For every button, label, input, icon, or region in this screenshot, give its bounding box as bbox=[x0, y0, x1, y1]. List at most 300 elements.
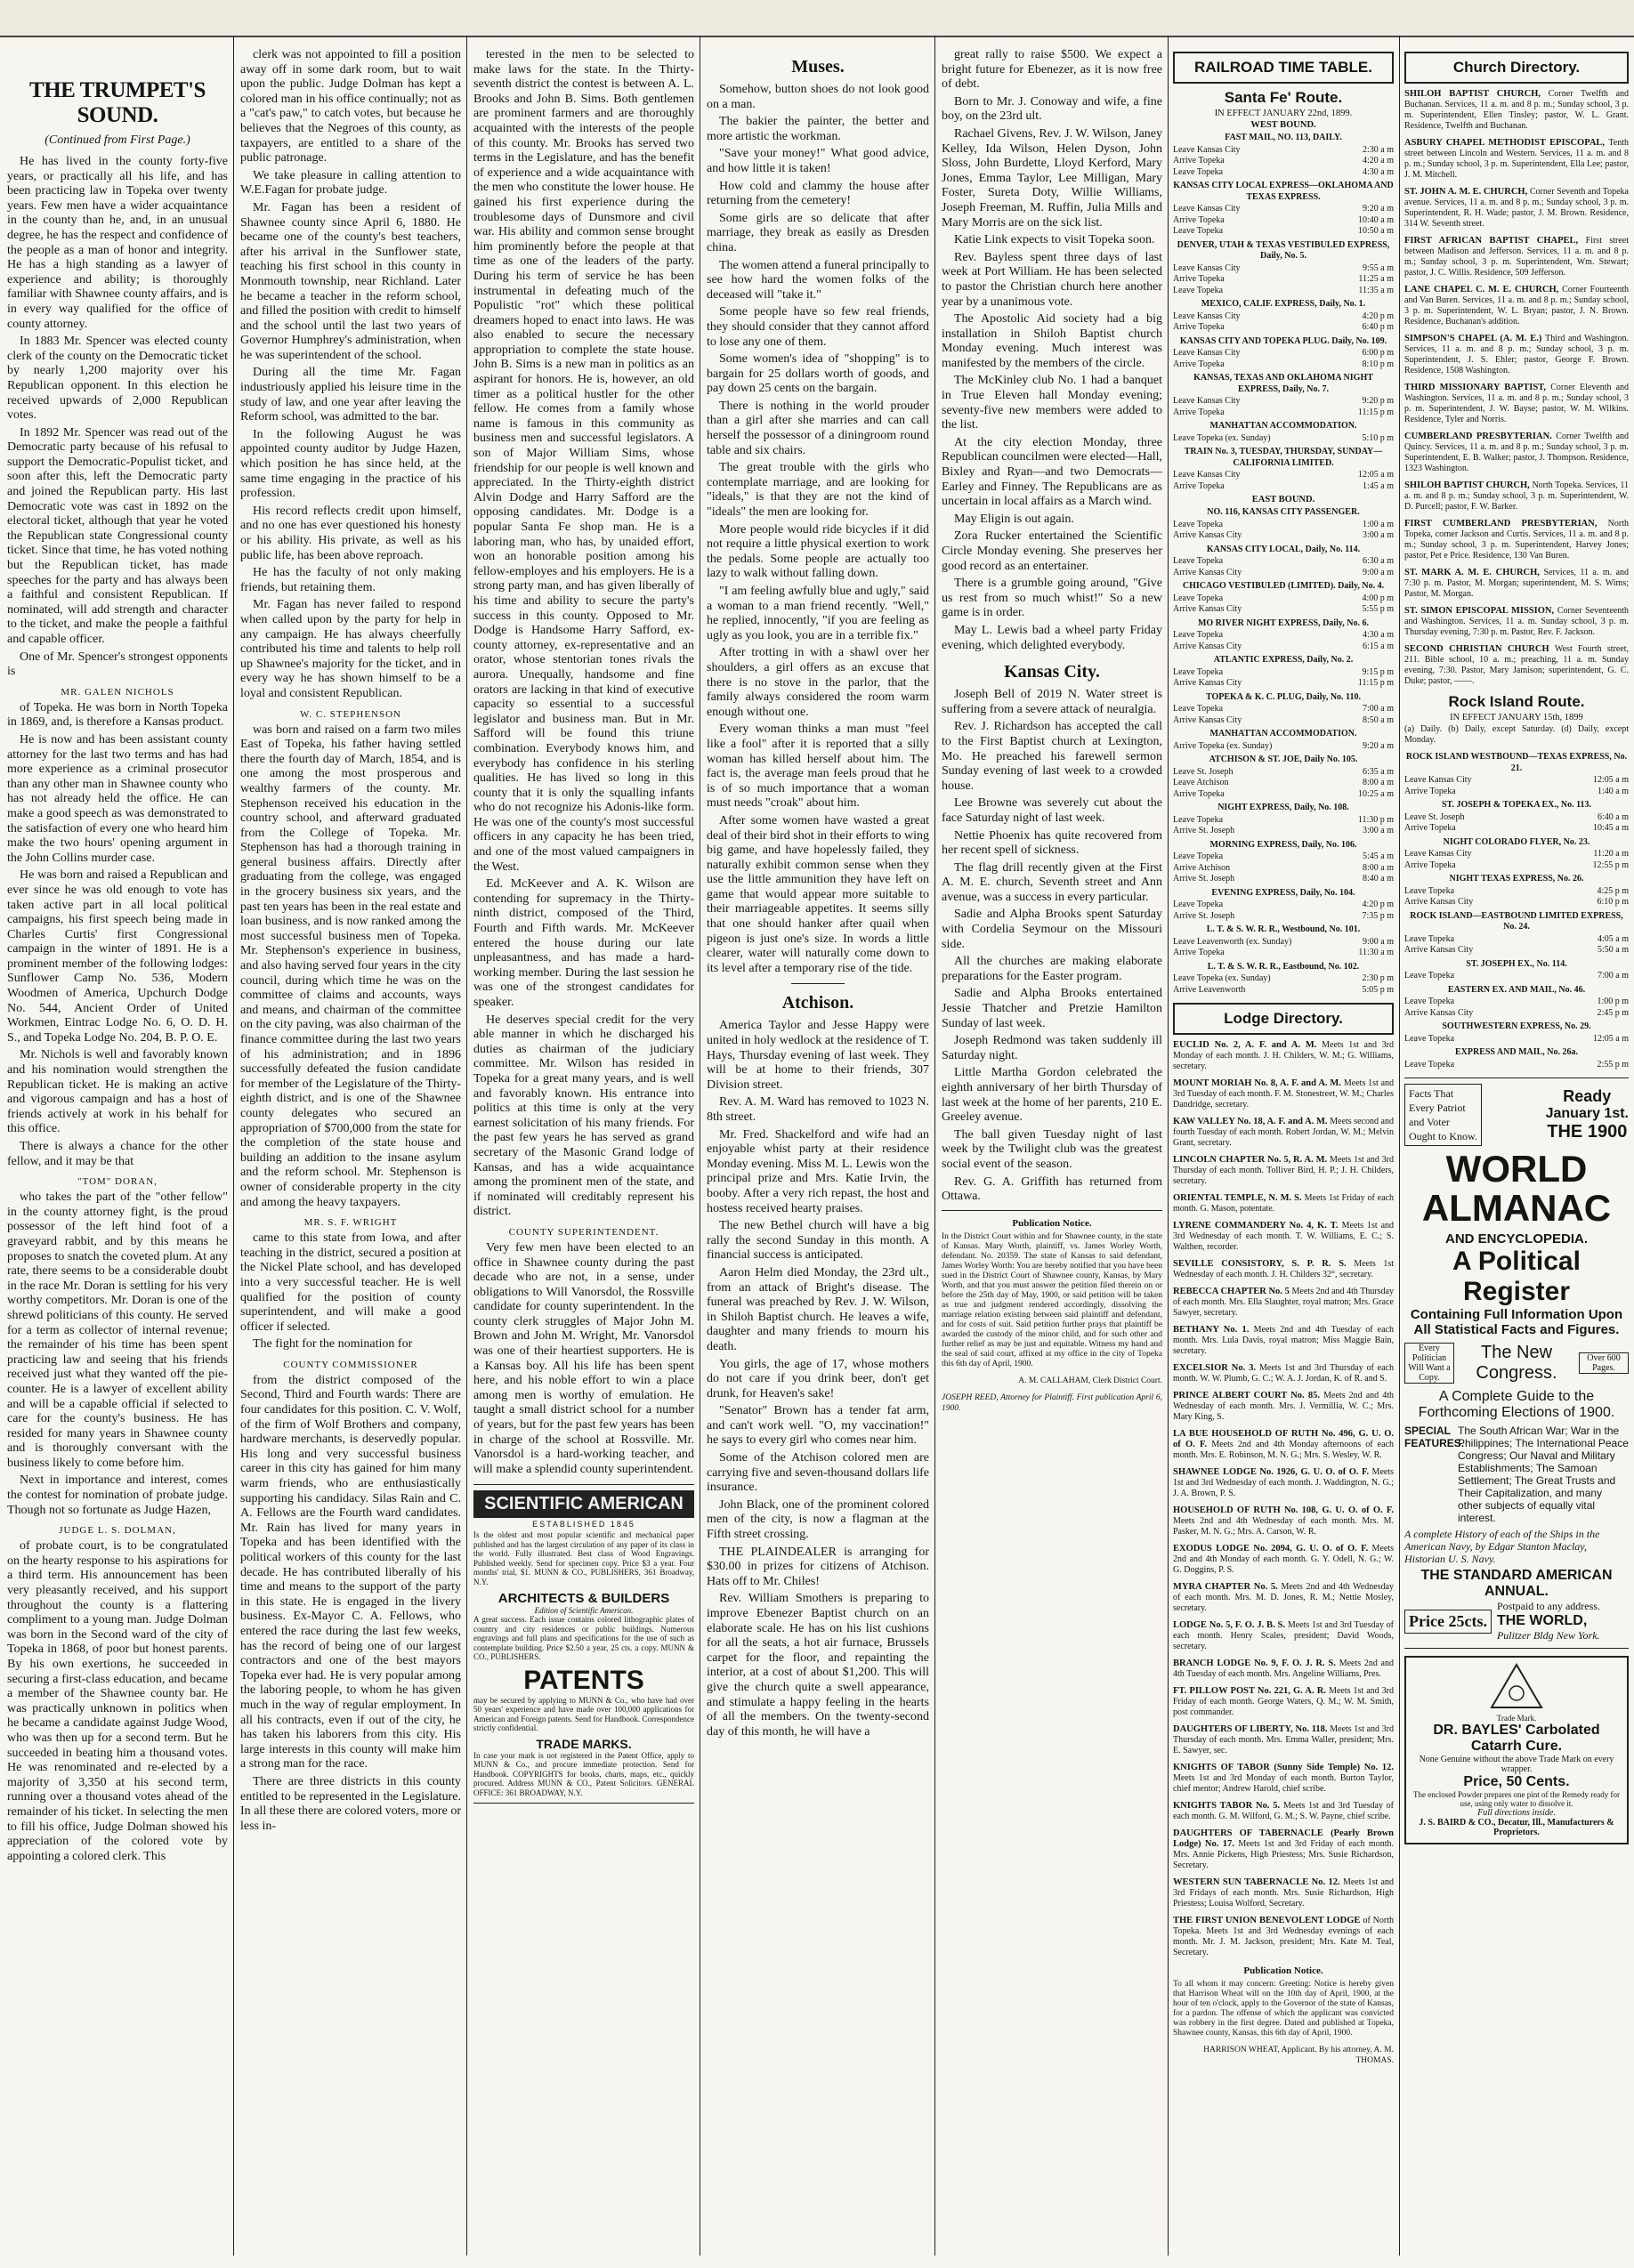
timetable-row bbox=[1173, 396, 1394, 408]
timetable-row bbox=[1173, 948, 1394, 959]
column-rule bbox=[1399, 36, 1400, 2256]
time: 6:30 a m bbox=[1363, 556, 1394, 566]
special-features: SPECIAL FEATURES. bbox=[1404, 1425, 1465, 1449]
time: 10:45 a m bbox=[1593, 823, 1629, 833]
world-address-box bbox=[1497, 1600, 1600, 1642]
timetable-row bbox=[1404, 1060, 1629, 1071]
directory-entry bbox=[1173, 1429, 1394, 1461]
time: 7:35 p m bbox=[1362, 910, 1394, 921]
westbound-label: WEST BOUND. bbox=[1250, 120, 1316, 130]
station: Leave Kansas City bbox=[1173, 470, 1241, 480]
publication-notice-title: Publication Notice. bbox=[1012, 1217, 1092, 1229]
entry-name: ASBURY CHAPEL METHODIST EPISCOPAL, bbox=[1404, 138, 1609, 148]
entry-text: Meets 1st and 3rd Friday of each month. George Waters, Q. M.; W. M. Smith, post commander. bbox=[1173, 1686, 1394, 1717]
entry-text: Meets 1st and 3rd Tuesday of each month. Henry Scales, president; David Woods, secretary. bbox=[1173, 1620, 1394, 1651]
timetable-row bbox=[1173, 226, 1394, 238]
column-5 bbox=[942, 48, 1162, 2255]
paragraph: clerk was not appointed to fill a position away off in some dark room, but to wait upon the public. Judge Dolman has kept a colored man in his office continually; not as a "cat's paw," to catch votes, but because he believes that the Negroes of this county, as taxpayers, are entitled to a share of the public patronage. bbox=[240, 48, 461, 165]
station: Arrive Topeka bbox=[1173, 407, 1225, 417]
directory-entry bbox=[1173, 1287, 1394, 1319]
time: 8:50 a m bbox=[1363, 714, 1394, 725]
time: 4:20 p m bbox=[1362, 900, 1394, 909]
station: Leave Topeka bbox=[1404, 971, 1455, 981]
entry-text: Meets 1st Friday of each month. G. Mason, potentate. bbox=[1173, 1193, 1394, 1214]
timetable-row bbox=[1173, 359, 1394, 371]
entry-text: Meets 2nd and 4th Thursday of each month. Mrs. Ella Slaughter, royal matron; Mrs. Grace Sawyer, secretary. bbox=[1173, 1287, 1394, 1318]
railroad-timetable-title: RAILROAD TIME TABLE. bbox=[1173, 52, 1394, 84]
paragraph: Every woman thinks a man must "feel like a fool" after it is reported that a silly woman has killed herself about him. The fact is, the average man feels proud that he is of so much importance that a woman must needs "croak" about him. bbox=[707, 722, 929, 811]
paragraph: More people would ride bicycles if it did not require a little physical exertion to work the pedals. Some people are actually too lazy to walk without falling down. bbox=[707, 522, 929, 581]
paragraph: Lee Browne was severely cut about the face Saturday night of last week. bbox=[942, 796, 1162, 825]
directory-entry bbox=[1404, 644, 1629, 687]
containing-text: Containing Full Information Upon All Statistical Facts and Figures. bbox=[1410, 1307, 1623, 1337]
timetable-row bbox=[1173, 530, 1394, 542]
timetable-row bbox=[1404, 860, 1629, 872]
directory-entry bbox=[1173, 1620, 1394, 1652]
bayles-body: None Genuine without the above Trade Mark on every wrapper. bbox=[1419, 1755, 1614, 1774]
directory-entry bbox=[1404, 236, 1629, 278]
ad-title: SCIENTIFIC AMERICAN bbox=[473, 1490, 694, 1518]
eastbound-label: EAST BOUND. bbox=[1251, 495, 1315, 504]
directory-entry bbox=[1404, 334, 1629, 376]
train-name: KANSAS CITY LOCAL EXPRESS—OKLAHOMA AND TEXAS EXPRESS. bbox=[1173, 181, 1394, 202]
bayles-title: DR. BAYLES' Carbolated Catarrh Cure. bbox=[1433, 1723, 1600, 1754]
station: Leave Topeka bbox=[1173, 666, 1224, 677]
timetable-row bbox=[1173, 826, 1394, 837]
entry-name: KNIGHTS OF TABOR (Sunny Side Temple) No. 12. bbox=[1173, 1763, 1394, 1772]
subheading: COUNTY SUPERINTENDENT. bbox=[508, 1226, 659, 1238]
station: Arrive St. Joseph bbox=[1173, 910, 1235, 921]
paragraph: Ed. McKeever and A. K. Wilson are contending for supremacy in the Thirty-ninth district, composed of the Third, Fourth and Fifth wards. Mr. McKeever entered the house during our late unpleasantness, and has made a hard-working member. During the last session he was one of the strongest candidates for speaker. bbox=[473, 877, 694, 1009]
paragraph: Joseph Redmond was taken suddenly ill Saturday night. bbox=[942, 1034, 1162, 1062]
directory-entry bbox=[1404, 89, 1629, 132]
train-name: TRAIN No. 3, TUESDAY, THURSDAY, SUNDAY—CALIFORNIA LIMITED. bbox=[1184, 447, 1383, 468]
ad-facts-line: Facts That bbox=[1409, 1087, 1454, 1100]
time: 8:00 a m bbox=[1363, 778, 1394, 787]
paragraph: After trotting in with a shawl over her shoulders, a girl offers as an excuse that there is no stove in the parlor, that the family always considered the room warm enough without one. bbox=[707, 646, 929, 719]
entry-text: North Topeka. Services, 11 a. m. and 8 p. m.; Sunday school, 3 p. m. Superintendent, W. D. Purcell; pastor, F. W. Barker. bbox=[1404, 480, 1629, 512]
lodge-directory-title: Lodge Directory. bbox=[1173, 1003, 1394, 1035]
timetable-row bbox=[1173, 348, 1394, 359]
station: Leave Atchison bbox=[1173, 778, 1229, 787]
train-name: NO. 116, KANSAS CITY PASSENGER. bbox=[1207, 507, 1360, 517]
station: Arrive Kansas City bbox=[1404, 897, 1474, 907]
guide-text: A Complete Guide to the Forthcoming Elections of 1900. bbox=[1418, 1389, 1615, 1420]
ad-architects: ARCHITECTS & BUILDERS bbox=[497, 1591, 670, 1607]
paragraph: America Taylor and Jesse Happy were united in holy wedlock at the residence of T. Hays, Thursday evening of last week. They will be at home to their friends, 307 Division street. bbox=[707, 1019, 929, 1092]
paragraph: from the district composed of the Second, Third and Fourth wards: There are four candidates for this position. C. V. Wolf, of the firm of Wolf Brothers and company, hardware merchants, is deservedly popular. His long and very successful business career in this city has gained for him many warm friends, who are enthusiastically supporting his candidacy. Silas Rain and C. A. Fellows are the Fourth ward candidates. Mr. Rain has lived for many years in Topeka and has been identified with the political workers of this county for the last decade. He has contributed liberally of his time and means to the support of the party in this state. He is engaged in the livery business. Ex-Mayor C. A. Fellows, who entered the race during the last few weeks, has the record of being one of our largest contractors and one of the best mayors Topeka ever had. He is very popular among the laboring people, to whom he has given much in the way of regular employment. In all his contracts, even if out of the city, he has taken his laborers from this city. His large interests in this county will make him a strong man for the race. bbox=[240, 1373, 461, 1772]
entry-name: CUMBERLAND PRESBYTERIAN. bbox=[1404, 432, 1557, 441]
time: 9:00 a m bbox=[1363, 936, 1394, 947]
paragraph: Mr. Fagan has never failed to respond when called upon by the party for help in any campaign. He has always cheerfully contributed his time and talents to help roll up Shawnee's majority for the ticket, and in every way he has shown himself to be a loyal and consistent Republican. bbox=[240, 598, 461, 700]
timetable-row bbox=[1404, 997, 1629, 1008]
train-name: NIGHT TEXAS EXPRESS, No. 26. bbox=[1449, 874, 1584, 884]
entry-name: ST. MARK A. M. E. CHURCH, bbox=[1404, 568, 1544, 577]
paragraph: His record reflects credit upon himself, and no one has ever questioned his honesty or his ability. His private, as well as his public life, has been above reproach. bbox=[240, 504, 461, 562]
entry-name: FIRST CUMBERLAND PRESBYTERIAN, bbox=[1404, 519, 1608, 529]
train-name: EASTERN EX. AND MAIL, No. 46. bbox=[1447, 984, 1586, 995]
entry-text: Meets second and fourth Tuesday of each month. Robert Jordan, W. M.; Melvin Grant, secretary. bbox=[1173, 1117, 1394, 1148]
time: 8:10 p m bbox=[1362, 359, 1394, 369]
pulitzer-bldg: Pulitzer Bldg New York. bbox=[1496, 1629, 1600, 1642]
time: 5:45 a m bbox=[1363, 852, 1394, 861]
paragraph: Rev. William Smothers is preparing to improve Ebenezer Baptist church on an elaborate scale. He has on his list cushions for all the seats, a hot air furnace, Brussels carpet for the floor, and repainting the interior, at a cost of about $1,200. This will give the church quite a swell appearance, and stimulate a happy feeling in the hearts of all the members. On the twenty-second day of this month, he will have a bbox=[707, 1592, 929, 1739]
train-name: MO RIVER NIGHT EXPRESS, Daily, No. 6. bbox=[1197, 617, 1370, 628]
timetable-row bbox=[1173, 274, 1394, 286]
station: Leave Topeka (ex. Sunday) bbox=[1173, 432, 1271, 443]
entry-text: Meets 1st and 3rd Friday of each month. Mrs. Annie Pickens, High Priestess; Mrs. Susie Richardson, Secretary. bbox=[1173, 1839, 1394, 1870]
timetable-rock-island bbox=[1404, 752, 1629, 1070]
timetable-row bbox=[1173, 789, 1394, 801]
directory-entry bbox=[1173, 1467, 1394, 1499]
station: Leave Kansas City bbox=[1173, 396, 1241, 406]
paragraph: In 1892 Mr. Spencer was read out of the Democratic party because of his refusal to support the Democratic-Populist ticket, and soon after this, left the Democratic party and joined the Republican party. His last Democratic vote was cast in 1892 on the electoral ticket, although that year he voted the Republican state Congressional county ticket. Since that time, he has voted nothing but the Republican ticket, has made speeches for the party and has always been a faithful and consistent Republican. If nominated, will add strength and character to the ticket, and make the people a faithful and capable officer. bbox=[7, 425, 228, 646]
entry-text: North Topeka, corner Jackson and Curtis. Services, 11 a. m. and 8 p. m.; Sunday school, 3 p. m. Superintendent, Harvey Jones; pastor, Pet e Price. Residence, 130 Van Buren. bbox=[1404, 519, 1629, 561]
time: 3:00 a m bbox=[1363, 530, 1394, 540]
ad-trademarks: TRADE MARKS. bbox=[536, 1736, 632, 1751]
column-rule bbox=[466, 36, 467, 2256]
station: Arrive Topeka bbox=[1173, 214, 1225, 225]
timetable-row bbox=[1173, 470, 1394, 481]
directory-entry bbox=[1173, 1505, 1394, 1538]
entry-text: Meets 1st and 3rd Thursday of each month. W. W. Plumb, G. C.; W. A. J. Jordan, K. of R. and S. bbox=[1173, 1363, 1394, 1384]
time: 12:05 a m bbox=[1593, 775, 1629, 785]
publication-notice-2-signature: HARRISON WHEAT, Applicant. By his attorney, A. M. THOMAS. bbox=[1203, 2046, 1394, 2065]
column-rule bbox=[233, 36, 234, 2256]
time: 12:05 a m bbox=[1358, 470, 1394, 480]
section-title-muses: Muses. bbox=[791, 57, 845, 77]
time: 11:15 p m bbox=[1357, 407, 1394, 417]
train-name: ATCHISON & ST. JOE, Daily No. 105. bbox=[1209, 755, 1358, 764]
timetable-row bbox=[1404, 823, 1629, 835]
paragraph: Mr. Fagan has been a resident of Shawnee county since April 6, 1880. He became one of the county's best teachers, after his arrival in the Sunflower state, teaching his first school in this county in Monmouth township, near Richland. Later he became a teacher in the reform school, and filled the position with credit to himself and the school until the last two years of Governor Humphrey's administration, when he was superintendent of the school. bbox=[240, 200, 461, 362]
timetable-row bbox=[1173, 520, 1394, 531]
train-name: MORNING EXPRESS, Daily, No. 106. bbox=[1209, 839, 1357, 850]
features-text: The South African War; War in the Philippines; The International Peace Congress; Our Naval and Military Establishments; The Samoan Settlement; The Great Trusts and Their Capitalization, and many other subjects of equally vital interest. bbox=[1458, 1425, 1629, 1524]
the-world: THE WORLD, bbox=[1496, 1613, 1588, 1628]
ad-the-1900: THE 1900 bbox=[1547, 1122, 1628, 1142]
paragraph: Very few men have been elected to an office in Shawnee county during the past decade who are not, in a sense, under obligations to Will Vanorsdol, the Rossville candidate for county superintendent. In the county clerk struggles of Major John M. Brown and John M. Wright, Mr. Vanorsdol was one of their heartiest supporters. He is a Kansas boy. All his life has been spent here, and his noble effort to win a place among men is worthy of emulation. He taught a small district school for a number of years, but for the past few years has been in charge of the school at Rossville. Mr. Vanorsdol is a hard-working teacher, and will make a splendid county superintendent. bbox=[473, 1240, 694, 1476]
entry-text: Meets 1st and 3rd Tuesday of each month. F. M. Stonestreet, W. M.; Charles Dandridge, secretary. bbox=[1173, 1078, 1394, 1110]
ad-ready-box bbox=[1546, 1087, 1629, 1142]
world-almanac-title: WORLD ALMANAC bbox=[1421, 1148, 1612, 1229]
subheading: W. C. STEPHENSON bbox=[300, 708, 401, 720]
timetable-row bbox=[1173, 156, 1394, 167]
new-congress: The New Congress. bbox=[1476, 1343, 1557, 1383]
church-list bbox=[1404, 89, 1629, 687]
entry-name: ORIENTAL TEMPLE, N. M. S. bbox=[1173, 1193, 1305, 1203]
political-register: A Political Register bbox=[1452, 1247, 1581, 1306]
train-name: EXPRESS AND MAIL, No. 26a. bbox=[1454, 1047, 1579, 1057]
paragraph: "Save your money!" What good advice, and how little it is taken! bbox=[707, 147, 929, 175]
time: 6:00 p m bbox=[1362, 348, 1394, 358]
paragraph: great rally to raise $500. We expect a bright future for Ebenezer, as it is now free of debt. bbox=[942, 48, 1162, 92]
paragraph: The great trouble with the girls who contemplate marriage, and are looking for "ideals," is that they are not the kind of "ideals" the men are looking for. bbox=[707, 461, 929, 520]
paragraph: Some women's idea of "shopping" is to bargain for 25 dollars worth of goods, and pay down 25 cents on the bargain. bbox=[707, 352, 929, 396]
publication-notice-2-body: To all whom it may concern: Greeting: Notice is hereby given that Harrison Wheat will on the 10th day of April, 1900, at the hour of ten o'clock, apply to the Governor of the state of Kansas, for a pardon. The offense of which the applicant was convicted was robbery in the first degree. Dated and published at Topeka, Shawnee county, Kansas, this 6th day of April, 1900. bbox=[1173, 1980, 1394, 2038]
section-title-kansas-city: Kansas City. bbox=[1004, 662, 1100, 682]
station: Arrive Kansas City bbox=[1173, 714, 1242, 725]
station: Leave Kansas City bbox=[1173, 262, 1241, 273]
section-divider bbox=[942, 1210, 1162, 1211]
section-divider bbox=[791, 983, 845, 984]
time: 9:20 a m bbox=[1363, 204, 1394, 214]
entry-name: EXCELSIOR No. 3. bbox=[1173, 1363, 1259, 1373]
paragraph: During all the time Mr. Fagan industriously applied his leisure time in the study of law, and one year after leaving the Reform school, was admitted to the bar. bbox=[240, 366, 461, 424]
entry-name: FT. PILLOW POST No. 221, G. A. R. bbox=[1173, 1686, 1330, 1696]
entry-name: THE FIRST UNION BENEVOLENT LODGE bbox=[1173, 1916, 1363, 1925]
directory-entry bbox=[1173, 1078, 1394, 1110]
paragraph: of Topeka. He was born in North Topeka in 1869, and, is therefore a Kansas product. bbox=[7, 700, 228, 730]
directory-entry bbox=[1173, 1391, 1394, 1423]
timetable-row bbox=[1173, 263, 1394, 275]
time: 4:05 a m bbox=[1598, 933, 1629, 944]
time: 11:35 a m bbox=[1358, 285, 1394, 295]
paragraph: After some women have wasted a great deal of their bird shot in their efforts to wing big game, and have hopelessly failed, they naturally exhibit common sense when they use the little ammunition they have left on game that would appear more suitable to their marriageable appetites. It seems silly that one should hanker after quail when pigeon is just one's size. In words a little clearer, water will naturally come down to its level after a temporary rise of the tide. bbox=[707, 813, 929, 975]
timetable-eastbound bbox=[1173, 507, 1394, 996]
column-6 bbox=[1173, 48, 1394, 2255]
paragraph: Joseph Bell of 2019 N. Water street is suffering from a severe attack of neuralgia. bbox=[942, 688, 1162, 716]
entry-text: Meets 1st and 3rd Thursday of each month. Tolliver Bird, H. P.; J. H. Childers, secretary. bbox=[1173, 1155, 1394, 1186]
time: 4:30 a m bbox=[1363, 166, 1394, 177]
timetable-row bbox=[1404, 886, 1629, 898]
station: Leave Leavenworth (ex. Sunday) bbox=[1173, 936, 1292, 947]
train-name: L. T. & S. W. R. R., Eastbound, No. 102. bbox=[1207, 961, 1360, 972]
entry-name: SEVILLE CONSISTORY, S. P. R. S. bbox=[1173, 1259, 1355, 1269]
directory-entry bbox=[1173, 1325, 1394, 1357]
time: 4:30 a m bbox=[1363, 630, 1394, 640]
station: Leave Topeka (ex. Sunday) bbox=[1173, 973, 1271, 983]
entry-text: Corner Eleventh and Washington. Services, 11 a. m. and 8 p. m.; Sunday school, 3 p. m. Superintendent, J. W. Bayse; pastor, W. M. Wilkins. Residence, Tyler and Norris. bbox=[1404, 383, 1629, 424]
time: 6:35 a m bbox=[1363, 766, 1394, 777]
timetable-row bbox=[1173, 556, 1394, 568]
subheading: MR. GALEN NICHOLS bbox=[61, 686, 174, 698]
paragraph: Some girls are so delicate that after marriage, they break as easily as Dresden china. bbox=[707, 211, 929, 254]
entry-name: SHILOH BAPTIST CHURCH, bbox=[1404, 89, 1549, 99]
timetable-row bbox=[1404, 971, 1629, 982]
almanac-subtitle: AND ENCYCLOPEDIA. bbox=[1444, 1231, 1588, 1247]
directory-entry bbox=[1173, 1117, 1394, 1149]
timetable-row bbox=[1173, 937, 1394, 948]
station: Leave Topeka bbox=[1173, 704, 1224, 714]
entry-text: Corner Fourteenth and Van Buren. Services, 11 a. m. and 8 p. m.; Sunday school, 3 p. m. Superintendent, W. L. Bryan; pastor, J. N. Brown. Residence, Buchanan's addition. bbox=[1404, 285, 1629, 327]
station: Arrive Topeka bbox=[1173, 359, 1225, 369]
directory-entry bbox=[1173, 1763, 1394, 1795]
paragraph: Sadie and Alpha Brooks spent Saturday with Cordelia Seymour on the Missouri side. bbox=[942, 908, 1162, 951]
station: Arrive Kansas City bbox=[1173, 604, 1242, 614]
station: Arrive Leavenworth bbox=[1173, 984, 1246, 995]
time: 4:20 p m bbox=[1362, 311, 1394, 321]
station: Arrive Topeka bbox=[1173, 322, 1225, 332]
timetable-row bbox=[1173, 900, 1394, 911]
timetable-westbound bbox=[1173, 133, 1394, 492]
time: 1:40 a m bbox=[1598, 786, 1629, 796]
paragraph: There is always a chance for the other fellow, and it may be that bbox=[7, 1140, 228, 1168]
torn-top-edge bbox=[0, 0, 1634, 37]
timetable-row bbox=[1173, 667, 1394, 679]
ad-facts-line: and Voter bbox=[1409, 1116, 1450, 1128]
station: Leave Kansas City bbox=[1173, 311, 1241, 321]
train-name: MANHATTAN ACCOMMODATION. bbox=[1209, 421, 1357, 431]
entry-text: Meets 2nd and 4th Wednesday of each month. Mrs. J. Vermillia, W. C.; Mrs. Mary King, S. bbox=[1173, 1391, 1394, 1422]
station: Leave Topeka bbox=[1173, 900, 1224, 909]
time: 7:00 a m bbox=[1363, 704, 1394, 714]
station: Arrive St. Joseph bbox=[1173, 826, 1235, 835]
paragraph: was born and raised on a farm two miles East of Topeka, his father having settled there the fourth day of March, 1854, and is one among the most prosperous and wealthy farmers of the county. Mr. Stephenson received his education in the country school, and afterward graduated from the College of Topeka. Mr. Stephenson has had a thorough training in general business affairs. Directly after graduating from the college, was engaged in the grocery business six years, and the past ten years has been in the real estate and loan business, and is now ranked among the most successful business men of Topeka. Mr. Stephenson's experience in business, and also having served four years in the city council, during which time he was on the committee of claims and accounts, ways and means, and chairman of the committee on the city paving, was also chairman of the finance committee during the last two years of his administration; and in 1896 successfully defeated the fusion candidate for member of the Legislature of the Thirty-eighth district, and is one of the Shawnee county delegates who secured an appropriation of $700,000 from the state for the completion of the state house and building an addition to the insane asylum and the reform school. Mr. Stephenson is owner of considerable property in the city and among the heavy taxpayers. bbox=[240, 722, 461, 1209]
entry-name: LODGE No. 5, F. O. J. B. S. bbox=[1173, 1620, 1288, 1630]
station: Arrive Kansas City bbox=[1173, 678, 1242, 688]
paragraph: You girls, the age of 17, whose mothers do not care if you drink beer, don't get drunk, for Heaven's sake! bbox=[707, 1357, 929, 1400]
station: Leave Topeka bbox=[1173, 852, 1224, 861]
directory-entry bbox=[1173, 1801, 1394, 1822]
entry-name: FIRST AFRICAN BAPTIST CHAPEL, bbox=[1404, 236, 1586, 246]
directory-entry bbox=[1173, 1828, 1394, 1871]
rock-key: (a) Daily. (b) Daily, except Saturday. (d) Daily, except Monday. bbox=[1404, 724, 1629, 745]
timetable-row bbox=[1404, 1008, 1629, 1020]
entry-text: Meets 2nd and 4th Tuesday of each month. Mrs. Angeline Williams, Pres. bbox=[1173, 1659, 1394, 1679]
time: 1:00 p m bbox=[1597, 997, 1629, 1006]
column-3 bbox=[473, 48, 694, 2255]
timetable-row bbox=[1173, 604, 1394, 616]
time: 10:25 a m bbox=[1358, 788, 1394, 799]
train-name: ST. JOSEPH & TOPEKA EX., No. 113. bbox=[1441, 800, 1592, 810]
entry-name: HOUSEHOLD OF RUTH No. 108, G. U. O. of O. F. bbox=[1173, 1505, 1394, 1515]
paragraph: Rev. G. A. Griffith has returned from Ottawa. bbox=[942, 1174, 1162, 1204]
ad-ready-date: January 1st. bbox=[1545, 1106, 1629, 1121]
time: 1:45 a m bbox=[1363, 480, 1394, 491]
train-name: SOUTHWESTERN EXPRESS, No. 29. bbox=[1442, 1021, 1591, 1031]
timetable-row bbox=[1173, 985, 1394, 997]
station: Arrive Kansas City bbox=[1173, 641, 1242, 651]
paragraph: He has lived in the county forty-five years, or practically all his life, and has been practicing law in Topeka over twenty years. Few men have a wider acquaintance in the county than he, and, in an unusual degree, he has the respect and confidence of the people as a man of honor and integrity. He has a high standing as a lawyer of experience and ability; is thoroughly familiar with Shawnee county affairs, and is in every way qualified for the office of county attorney. bbox=[7, 155, 228, 331]
timetable-row bbox=[1404, 897, 1629, 908]
time: 11:15 p m bbox=[1357, 678, 1394, 688]
price-box: Price 25cts. bbox=[1404, 1610, 1492, 1634]
directory-entry bbox=[1173, 1686, 1394, 1718]
paragraph: Katie Link expects to visit Topeka soon. bbox=[954, 233, 1155, 247]
timetable-row bbox=[1173, 433, 1394, 445]
ad-patents-body: may be secured by applying to MUNN & Co., who have had over 50 years' experience and have made over 100,000 applications for American and Foreign patents. Send for Handbook. Correspondence strictly confidential. bbox=[473, 1695, 694, 1733]
time: 4:00 p m bbox=[1362, 593, 1394, 603]
paragraph: Next in importance and interest, comes the contest for nomination of probate judge. Though not so fortunate as Judge Hazen, bbox=[7, 1473, 228, 1517]
entry-text: Corner Twelfth and Quincy. Services, 11 a. m. and 8 p. m.; Sunday school, 3 p. m. Superintendent, E. B. Walker; pastor, J. Thompson. Residence, 1323 Washington. bbox=[1404, 432, 1629, 473]
directory-entry bbox=[1404, 568, 1629, 600]
station: Leave Topeka bbox=[1173, 226, 1224, 236]
ad-est: ESTABLISHED 1845 bbox=[532, 1520, 635, 1529]
paragraph: We take pleasure in calling attention to W.E.Fagan for probate judge. bbox=[240, 168, 461, 198]
station: Leave Kansas City bbox=[1173, 348, 1241, 358]
station: Leave Topeka bbox=[1173, 285, 1224, 295]
timetable-row bbox=[1173, 852, 1394, 863]
train-name: TOPEKA & K. C. PLUG, Daily, No. 110. bbox=[1206, 691, 1361, 702]
paragraph: The fight for the nomination for bbox=[253, 1337, 413, 1352]
every-politician-box: Every Politician Will Want a Copy. bbox=[1404, 1343, 1454, 1384]
paragraph: Mr. Nichols is well and favorably known and his nomination would strengthen the Republican ticket. He is making an active and vigorous campaign and has a host of friends actively at work in his behalf for this office. bbox=[7, 1048, 228, 1136]
bayles-maker: J. S. BAIRD & CO., Decatur, Ill., Manufacturers & Proprietors. bbox=[1419, 1818, 1614, 1837]
station: Arrive St. Joseph bbox=[1173, 874, 1235, 884]
station: Leave Topeka bbox=[1173, 166, 1224, 177]
postpaid: Postpaid to any address. bbox=[1496, 1600, 1600, 1612]
paragraph: There is a grumble going around, "Give us rest from so much whist!" So a new game is in order. bbox=[942, 577, 1162, 620]
santa-fe-route-title: Santa Fe' Route. bbox=[1224, 89, 1343, 106]
paragraph: Some people have so few real friends, they should consider that they cannot afford to lose any one of them. bbox=[707, 305, 929, 349]
time: 7:00 a m bbox=[1598, 971, 1629, 981]
directory-entry bbox=[1173, 1877, 1394, 1909]
train-name: KANSAS CITY LOCAL, Daily, No. 114. bbox=[1206, 544, 1361, 554]
trademark-label: Trade Mark. bbox=[1496, 1714, 1537, 1723]
directory-entry bbox=[1404, 138, 1629, 181]
time: 9:15 p m bbox=[1362, 666, 1394, 677]
publication-notice-attorney: JOSEPH REED, Attorney for Plaintiff. First publication April 6, 1900. bbox=[942, 1392, 1162, 1413]
timetable-row bbox=[1173, 311, 1394, 323]
station: Arrive Topeka bbox=[1404, 786, 1456, 796]
paragraph: John Black, one of the prominent colored men of the city, is now a flagman at the Fifth street crossing. bbox=[707, 1497, 929, 1542]
rock-island-route-title: Rock Island Route. bbox=[1448, 693, 1585, 710]
time: 5:05 p m bbox=[1362, 984, 1394, 995]
time: 9:20 p m bbox=[1362, 396, 1394, 406]
entry-name: SHILOH BAPTIST CHURCH, bbox=[1404, 480, 1533, 490]
station: Arrive Atchison bbox=[1173, 862, 1231, 873]
directory-entry bbox=[1173, 1724, 1394, 1756]
station: Leave Kansas City bbox=[1404, 849, 1472, 859]
entry-text: Meets 2nd and 4th Wednesday of each month. Mrs. M. D. Jones, R. M.; Nettie Mosley, secretary. bbox=[1173, 1582, 1394, 1613]
station: Arrive Kansas City bbox=[1173, 567, 1242, 577]
time: 11:30 a m bbox=[1358, 948, 1394, 957]
paragraph: One of Mr. Spencer's strongest opponents is bbox=[7, 650, 228, 679]
train-name: NIGHT COLORADO FLYER, No. 23. bbox=[1443, 836, 1590, 847]
train-name: ROCK ISLAND—EASTBOUND LIMITED EXPRESS, No. 24. bbox=[1410, 910, 1623, 932]
time: 2:30 p m bbox=[1362, 973, 1394, 983]
timetable-row bbox=[1173, 778, 1394, 789]
train-name: DENVER, UTAH & TEXAS VESTIBULED EXPRESS, Daily, No. 5. bbox=[1177, 239, 1390, 261]
paragraph: May L. Lewis bad a wheel party Friday evening, which delighted everybody. bbox=[942, 623, 1162, 652]
world-almanac-ad bbox=[1404, 1078, 1629, 1649]
entry-name: MOUNT MORIAH No. 8, A. F. and A. M. bbox=[1173, 1078, 1344, 1088]
timetable-row bbox=[1173, 204, 1394, 215]
timetable-row bbox=[1173, 322, 1394, 334]
entry-name: WESTERN SUN TABERNACLE No. 12. bbox=[1173, 1877, 1343, 1887]
station: Leave Kansas City bbox=[1173, 204, 1241, 214]
time: 5:10 p m bbox=[1362, 432, 1394, 443]
train-name: FAST MAIL, NO. 113, DAILY. bbox=[1225, 133, 1342, 142]
entry-name: BETHANY No. 1. bbox=[1173, 1325, 1254, 1335]
time: 5:50 a m bbox=[1598, 945, 1629, 955]
station: Arrive Topeka bbox=[1173, 948, 1225, 957]
ad-facts-box bbox=[1404, 1084, 1482, 1146]
train-name: ATLANTIC EXPRESS, Daily, No. 2. bbox=[1213, 655, 1354, 665]
paragraph: In the following August he was appointed county auditor by Judge Hazen, which position he has since held, at the same time engaging in the practice of his profession. bbox=[240, 427, 461, 501]
entry-name: ST. JOHN A. M. E. CHURCH, bbox=[1404, 187, 1530, 197]
ad-facts-line: Every Patriot bbox=[1409, 1102, 1466, 1114]
paragraph: Aaron Helm died Monday, the 23rd ult., from an attack of Bright's disease. The funeral was preached by Rev. J. W. Wilson, in Shiloh Baptist church. He leaves a wife, daughter and many friends to mourn his death. bbox=[707, 1265, 929, 1353]
scientific-american-ad bbox=[473, 1484, 694, 1804]
paragraph: THE PLAINDEALER is arranging for $30.00 in prizes for citizens of Atchison. Hats off to Mr. Chiles! bbox=[707, 1545, 929, 1588]
paragraph: He is now and has been assistant county attorney for the last two terms and has had more experience as a criminal prosecutor than any other man in Shawnee county who has not already held the office. He can make a good speech as was demonstrated to the satisfaction of every one who heard him make the two hours' opening argument in the John Collins murder case. bbox=[7, 732, 228, 865]
station: Leave Topeka bbox=[1173, 593, 1224, 603]
paragraph: The women attend a funeral principally to see how hard the women folks of the deceased will "take it." bbox=[707, 258, 929, 302]
timetable-row bbox=[1404, 787, 1629, 798]
entry-text: Meets 1st and 3rd Thursday of each month. Mrs. Emma Waller, president; Mrs. E. Sawyer, sec. bbox=[1173, 1724, 1394, 1755]
time: 11:30 p m bbox=[1357, 814, 1394, 825]
time: 6:40 p m bbox=[1362, 322, 1394, 332]
paragraph: Zora Rucker entertained the Scientific Circle Monday evening. She preserves her good record as an entertainer. bbox=[942, 529, 1162, 573]
timetable-row bbox=[1404, 934, 1629, 946]
train-name: KANSAS CITY AND TOPEKA PLUG. Daily, No. 109. bbox=[1179, 335, 1387, 346]
time: 4:20 a m bbox=[1363, 156, 1394, 165]
time: 12:05 a m bbox=[1593, 1033, 1629, 1044]
column-7 bbox=[1404, 48, 1629, 2255]
paragraph: Rev. A. M. Ward has removed to 1023 N. 8th street. bbox=[707, 1095, 929, 1124]
